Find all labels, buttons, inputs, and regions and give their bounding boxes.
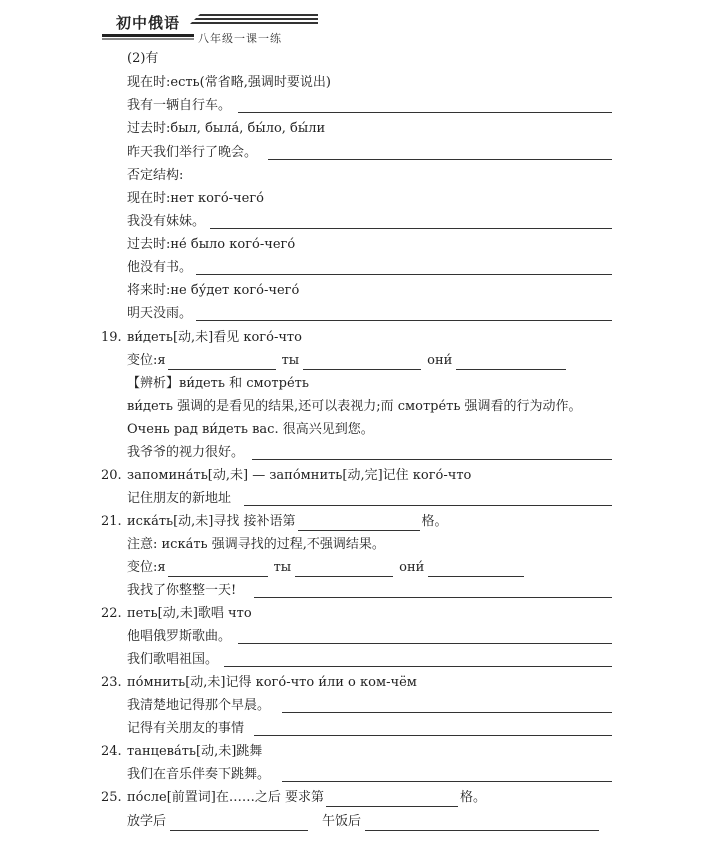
- exercise-line: 放学后 午饭后: [0, 813, 704, 831]
- item-number: 22.: [101, 606, 122, 621]
- vocab-item: 21. иска́ть[动,未]寻找 接补语第 格。: [101, 514, 448, 529]
- answer-blank[interactable]: [254, 735, 612, 736]
- answer-blank[interactable]: [298, 517, 420, 531]
- answer-blank[interactable]: [196, 274, 612, 275]
- answer-blank[interactable]: [168, 563, 268, 577]
- answer-blank[interactable]: [268, 159, 612, 160]
- answer-blank[interactable]: [303, 356, 421, 370]
- exercise-line: 记得有关朋友的事情: [0, 720, 704, 738]
- conjugation-line: 变位:я ты они́: [0, 352, 704, 370]
- answer-blank[interactable]: [326, 793, 458, 807]
- text-line: 【辨析】ви́деть 和 смотре́ть: [127, 376, 309, 391]
- header-rule-thin: [102, 38, 194, 40]
- item-number: 23.: [101, 675, 122, 690]
- header-rule: [102, 34, 194, 37]
- exercise-line: 他唱俄罗斯歌曲。: [0, 628, 704, 646]
- text-line: 否定结构:: [127, 168, 184, 183]
- exercise-line: 他没有书。: [0, 259, 704, 277]
- exercise-line: 我爷爷的视力很好。: [0, 444, 704, 462]
- answer-blank[interactable]: [238, 112, 612, 113]
- text-line: Очень рад ви́деть вас. 很高兴见到您。: [127, 422, 374, 437]
- book-title: 初中俄语: [116, 14, 181, 32]
- answer-blank[interactable]: [254, 597, 612, 598]
- exercise-line: 我没有妹妹。: [0, 213, 704, 231]
- answer-blank[interactable]: [170, 817, 308, 831]
- exercise-line: 我清楚地记得那个早晨。: [0, 697, 704, 715]
- book-subtitle: 八年级一课一练: [198, 32, 282, 45]
- vocab-item: 25. по́сле[前置词]在……之后 要求第 格。: [101, 790, 487, 805]
- text-line: 现在时:нет кого́-чего́: [127, 191, 264, 206]
- item-number: 21.: [101, 514, 122, 529]
- vocab-item: 20. запомина́ть[动,未] — запо́мнить[动,完]记住 кого́-что: [101, 468, 472, 483]
- text-line: 注意: иска́ть 强调寻找的过程,不强调结果。: [127, 537, 385, 552]
- exercise-line: 明天没雨。: [0, 305, 704, 323]
- text-line: 过去时:не́ было кого́-чего́: [127, 237, 296, 252]
- text-line: ви́деть 强调的是看见的结果,还可以表视力;而 смотре́ть 强调看的行为动作。: [127, 399, 582, 414]
- header-stripes: [188, 14, 318, 26]
- vocab-item: 22. петь[动,未]歌唱 что: [101, 606, 252, 621]
- item-number: 25.: [101, 790, 122, 805]
- answer-blank[interactable]: [252, 459, 612, 460]
- answer-blank[interactable]: [295, 563, 393, 577]
- text-line: 过去时:был, была́, бы́ло, бы́ли: [127, 121, 326, 136]
- exercise-line: 我们在音乐伴奏下跳舞。: [0, 766, 704, 784]
- exercise-line: 记住朋友的新地址: [0, 490, 704, 508]
- answer-blank[interactable]: [456, 356, 566, 370]
- answer-blank[interactable]: [168, 356, 276, 370]
- exercise-line: 昨天我们举行了晚会。: [0, 144, 704, 162]
- page-header: [102, 10, 318, 44]
- vocab-item: 23. по́мнить[动,未]记得 кого́-что и́ли о ком-чём: [101, 675, 417, 690]
- vocab-item: 24. танцева́ть[动,未]跳舞: [101, 744, 263, 759]
- exercise-line: 我找了你整整一天!: [0, 582, 704, 600]
- answer-blank[interactable]: [282, 781, 612, 782]
- conjugation-line: 变位:я ты они́: [0, 559, 704, 577]
- answer-blank[interactable]: [282, 712, 612, 713]
- exercise-line: 我有一辆自行车。: [0, 97, 704, 115]
- item-number: 20.: [101, 468, 122, 483]
- answer-blank[interactable]: [238, 643, 612, 644]
- text-line: (2)有: [127, 51, 159, 66]
- exercise-line: 我们歌唱祖国。: [0, 651, 704, 669]
- text-line: 现在时:есть(常省略,强调时要说出): [127, 75, 331, 90]
- answer-blank[interactable]: [365, 817, 599, 831]
- item-number: 24.: [101, 744, 122, 759]
- answer-blank[interactable]: [196, 320, 612, 321]
- answer-blank[interactable]: [210, 228, 612, 229]
- text-line: 将来时:не бу́дет кого́-чего́: [127, 283, 300, 298]
- item-number: 19.: [101, 330, 122, 345]
- answer-blank[interactable]: [244, 505, 612, 506]
- answer-blank[interactable]: [428, 563, 524, 577]
- vocab-item: 19. ви́деть[动,未]看见 кого́-что: [101, 330, 302, 345]
- answer-blank[interactable]: [224, 666, 612, 667]
